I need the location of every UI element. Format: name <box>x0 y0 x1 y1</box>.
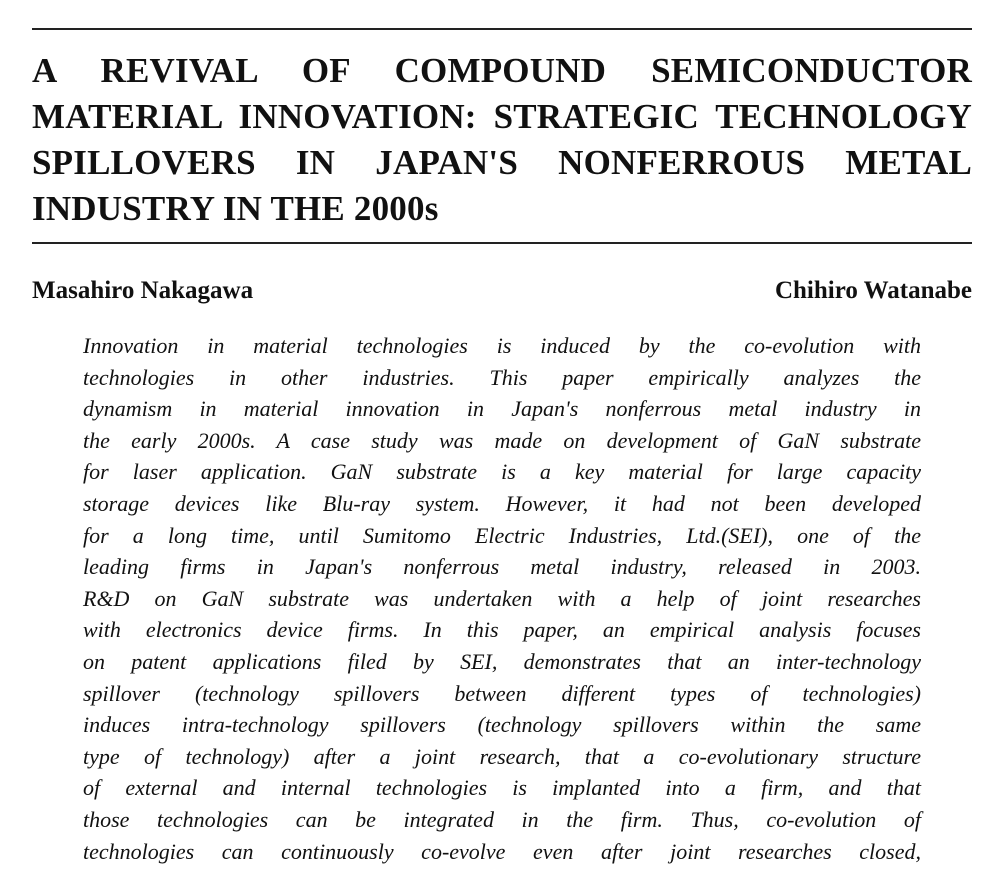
abstract-line: technologies can continuously co-evolve even after joint researches closed, <box>83 838 921 864</box>
title-line: A REVIVAL OF COMPOUND SEMICONDUCTOR <box>32 51 972 90</box>
author-name: Chihiro Watanabe <box>774 277 972 304</box>
title-line: MATERIAL INNOVATION: STRATEGIC TECHNOLOGY <box>32 97 972 136</box>
top-rule <box>32 28 972 30</box>
abstract-line: spillover (technology spillovers between different types of technologies) <box>83 680 921 706</box>
abstract-line: dynamism in material innovation in Japan's nonferrous metal industry in <box>83 396 921 422</box>
abstract-line: those technologies can be integrated in the firm. Thus, co-evolution of <box>83 806 921 832</box>
abstract-line: with electronics device firms. In this paper, an empirical analysis focuses <box>83 617 921 643</box>
paper-page <box>32 0 972 878</box>
abstract-line: induces intra-technology spillovers (technology spillovers within the same <box>83 712 921 738</box>
abstract-line: of external and internal technologies is implanted into a firm, and that <box>83 775 921 801</box>
abstract-line: for laser application. GaN substrate is a key material for large capacity <box>83 459 921 485</box>
title-line: SPILLOVERS IN JAPAN'S NONFERROUS METAL <box>32 143 972 182</box>
abstract-line: the early 2000s. A case study was made on development of GaN substrate <box>83 427 921 453</box>
bottom-rule <box>32 242 972 244</box>
abstract <box>83 330 921 867</box>
abstract-line: Innovation in material technologies is induced by the co-evolution with <box>83 333 921 358</box>
abstract-line: type of technology) after a joint research, that a co-evolutionary structure <box>83 743 921 769</box>
abstract-line: R&D on GaN substrate was undertaken with a help of joint researches <box>83 585 921 611</box>
author-list <box>32 274 972 308</box>
author-name: Masahiro Nakagawa <box>32 277 254 304</box>
abstract-line: on patent applications filed by SEI, demonstrates that an inter-technology <box>83 648 921 674</box>
abstract-line: leading firms in Japan's nonferrous metal industry, released in 2003. <box>83 554 921 580</box>
abstract-line: for a long time, until Sumitomo Electric Industries, Ltd.(SEI), one of the <box>83 522 921 548</box>
abstract-line: storage devices like Blu-ray system. However, it had not been developed <box>83 490 921 516</box>
title-line: INDUSTRY IN THE 2000s <box>32 189 439 228</box>
paper-title <box>32 48 972 232</box>
abstract-line: technologies in other industries. This paper empirically analyzes the <box>83 364 921 390</box>
